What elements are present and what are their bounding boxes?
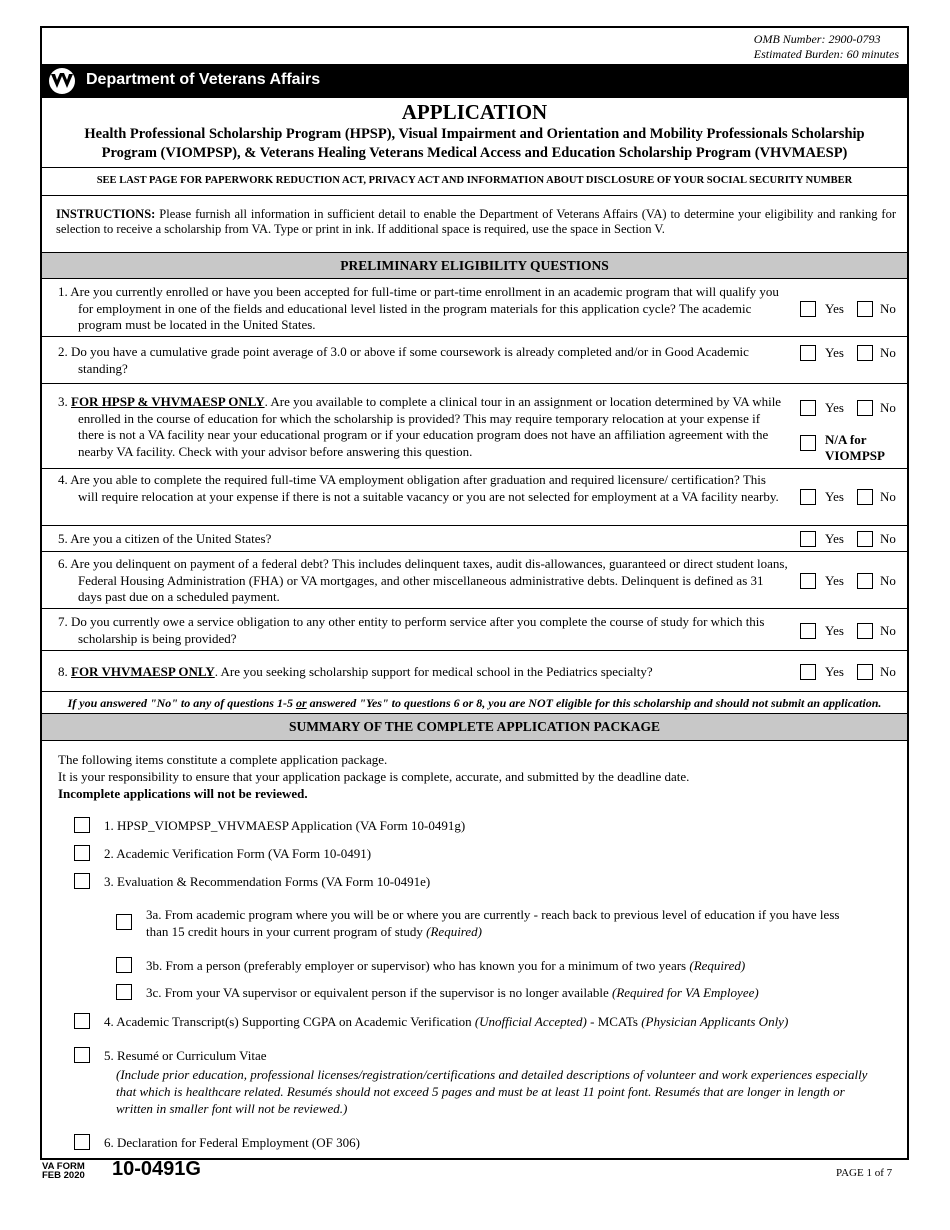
q4-yes-checkbox[interactable]: [800, 489, 816, 505]
form-label: VA FORM FEB 2020: [42, 1161, 85, 1181]
package-item-3: 3. Evaluation & Recommendation Forms (VA Form 10-0491e): [74, 873, 874, 893]
va-seal-icon: [46, 67, 78, 95]
omb-number: OMB Number: 2900-0793: [753, 32, 881, 46]
question-3: 3. FOR HPSP & VHVMAESP ONLY. Are you available to complete a clinical tour in an assignment or location determined by VA while enrolled in the course of education for which the scholarship is provided? This may require temporary relocation at your expense if there is not a VA facility near your educational program or if your education program does not have an affiliation agreement with the nearby VA facility. Check with your advisor before answering this question.: [58, 394, 782, 459]
item-4-checkbox[interactable]: [74, 1013, 90, 1029]
hpsp-vhvmaesp-only: FOR HPSP & VHVMAESP ONLY: [71, 394, 265, 409]
q3-yes-checkbox[interactable]: [800, 400, 816, 416]
q3-no-checkbox[interactable]: [857, 400, 873, 416]
divider: [42, 336, 907, 337]
q4-no-checkbox[interactable]: [857, 489, 873, 505]
package-item-6: 6. Declaration for Federal Employment (OF 306): [74, 1134, 874, 1154]
package-item-4: 4. Academic Transcript(s) Supporting CGPA on Academic Verification (Unofficial Accepted) - MCATs (Physician Applicants Only): [74, 1013, 894, 1033]
resume-note: (Include prior education, professional licenses/registration/certifications and detailed descriptions of volunteer and work experiences especially that which is healthcare related. Resumés should not exceed 5 pages and must be at least 11 point font. Resumés that are longer in length or written in smaller font will not be reviewed.): [116, 1067, 868, 1116]
question-7-answer: Yes No: [800, 622, 900, 640]
q2-no-checkbox[interactable]: [857, 345, 873, 361]
instructions-text: Please furnish all information in sufficient detail to enable the Department of Veterans Affairs (VA) to determine your eligibility and ranking for selection to receive a scholarship from VA. Type or print in ink. If additional space is required, use the space in Section V.: [56, 207, 896, 236]
item-3-checkbox[interactable]: [74, 873, 90, 889]
divider: [42, 608, 907, 609]
form-title: APPLICATION: [401, 100, 548, 124]
question-1-answer: Yes No: [800, 300, 900, 318]
subtitle-line-2: Program (VIOMPSP), & Veterans Healing Veterans Medical Access and Education Scholarship Program (VHVMAESP): [101, 145, 848, 161]
package-item-3b: 3b. From a person (preferably employer or supervisor) who has known you for a minimum of two years (Required): [116, 957, 876, 977]
divider: [42, 525, 907, 526]
q5-no-checkbox[interactable]: [857, 531, 873, 547]
question-5-answer: Yes No: [800, 530, 900, 548]
q3-na-checkbox[interactable]: [800, 435, 816, 451]
divider: [42, 691, 907, 692]
question-7: 7. Do you currently owe a service obligation to any other entity to perform service after you complete the course of study for which this scholarship is being provided?: [58, 614, 765, 646]
instructions-label: INSTRUCTIONS:: [56, 207, 156, 221]
question-3-answer: Yes No: [800, 399, 900, 417]
q1-yes-checkbox[interactable]: [800, 301, 816, 317]
disclosure-notice: SEE LAST PAGE FOR PAPERWORK REDUCTION ACT, PRIVACY ACT AND INFORMATION ABOUT DISCLOSURE OF YOUR SOCIAL SECURITY NUMBER: [96, 175, 853, 186]
omb-block: [754, 32, 899, 62]
divider: [42, 195, 907, 196]
package-item-3c: 3c. From your VA supervisor or equivalent person if the supervisor is no longer available (Required for VA Employee): [116, 984, 876, 1004]
question-4-answer: Yes No: [800, 488, 900, 506]
vhvmaesp-only: FOR VHVMAESP ONLY: [71, 664, 215, 679]
question-2: 2. Do you have a cumulative grade point average of 3.0 or above if some coursework is already completed and/or in Good Academic standing?: [58, 344, 749, 376]
divider: [42, 650, 907, 651]
q8-no-checkbox[interactable]: [857, 664, 873, 680]
form-number: 10-0491G: [112, 1158, 201, 1180]
question-6-answer: Yes No: [800, 572, 900, 590]
item-3a-checkbox[interactable]: [116, 914, 132, 930]
question-1: 1. Are you currently enrolled or have you been accepted for full-time or part-time enrollment in an academic program that will qualify you for employment in one of the fields and educational level listed in the program materials for this application cycle? The academic program must be located in the United States.: [58, 284, 779, 332]
q7-no-checkbox[interactable]: [857, 623, 873, 639]
question-8: 8. FOR VHVMAESP ONLY. Are you seeking scholarship support for medical school in the Pediatrics specialty?: [58, 664, 653, 679]
agency-name: Department of Veterans Affairs: [86, 71, 321, 88]
q6-no-checkbox[interactable]: [857, 573, 873, 589]
divider: [42, 551, 907, 552]
package-item-1: 1. HPSP_VIOMPSP_VHVMAESP Application (VA Form 10-0491g): [74, 817, 874, 837]
q7-yes-checkbox[interactable]: [800, 623, 816, 639]
package-item-2: 2. Academic Verification Form (VA Form 10-0491): [74, 845, 874, 865]
item-3c-checkbox[interactable]: [116, 984, 132, 1000]
q2-yes-checkbox[interactable]: [800, 345, 816, 361]
question-4: 4. Are you able to complete the required full-time VA employment obligation after graduation and required licensure/ certification? This will require relocation at your expense if there is not a suitable vacancy or you are not selected for employment at a VA facility nearby.: [58, 472, 779, 504]
package-item-3a: 3a. From academic program where you will be or where you are currently - reach back to previous level of education if you have less than 15 credit hours in your current program of study (Required): [116, 906, 876, 942]
item-5-checkbox[interactable]: [74, 1047, 90, 1063]
q1-no-checkbox[interactable]: [857, 301, 873, 317]
eligibility-warning: If you answered "No" to any of questions 1-5 or answered "Yes" to questions 6 or 8, you are NOT eligible for this scholarship and should not submit an application.: [67, 696, 882, 710]
divider: [42, 383, 907, 384]
question-8-answer: Yes No: [800, 663, 900, 681]
divider: [42, 468, 907, 469]
eligibility-heading: PRELIMINARY ELIGIBILITY QUESTIONS: [42, 252, 907, 279]
divider: [42, 167, 907, 168]
q6-yes-checkbox[interactable]: [800, 573, 816, 589]
summary-heading: SUMMARY OF THE COMPLETE APPLICATION PACKAGE: [42, 713, 907, 741]
item-3b-checkbox[interactable]: [116, 957, 132, 973]
question-5: 5. Are you a citizen of the United States?: [58, 531, 272, 546]
question-2-answer: Yes No: [800, 344, 900, 362]
form-page: OMB Number: 2900-0793 Estimated Burden: 60 minutes Department of Veterans Affairs APPLICATION Health Professional Scholarship Program (HPSP), Visual Impairment and Orientation and Mobility Professionals Scholarship Program (VIOMPSP), & Veterans Healing Veterans Medical Access and Education Scholarship Program (VHVMAESP) SEE LAST PAGE FOR PAPERWORK REDUCTION ACT, PRIVACY ACT AND INFORMATION ABOUT DISCLOSURE OF YOUR SOCIAL SECURITY NUMBER INSTRUCTIONS: Please furnish all information in sufficient detail to enable the Department of Veterans Affairs (VA) to determine your eligibility and ranking for selection to receive a scholarship from VA. Type or print in ink. If additional space is required, use the space in Section V. PRELIMINARY ELIGIBILITY QUESTIONS 1. Are you currently enrolled or have you been accepted for full-time or part-time enrollment in an academic program that will qualify you for employment in one of the fields and educational level listed in the program materials for this application cycle? The academic program must be located in the United States. Yes No 2. Do you have a cumulative grade point average of 3.0 or above if some coursework is already completed and/or in Good Academic standing? Yes No 3. FOR HPSP & VHVMAESP ONLY. Are you available to complete a clinical tour in an assignment or location determined by VA while enrolled in the course of education for which the scholarship is provided? This may require temporary relocation at your expense if there is not a VA facility near your educational program or if your education program does not have an affiliation agreement with the nearby VA facility. Check with your advisor before answering this question. Yes No N/A for VIOMPSP 4. Are you able to complete the required full-time VA employment obligation after graduation and required licensure/ certification? This will require relocation at your expense if there is not a suitable vacancy or you are not selected for employment at a VA facility nearby. Yes No 5. Are you a citizen of the United States? Yes No 6. Are you delinquent on payment of a federal debt? This includes delinquent taxes, audit dis-allowances, guaranteed or direct student loans, Federal Housing Administration (FHA) or VA mortgages, and other miscellaneous administrative debts. Delinquent is defined as 31 days past due on a scheduled payment. Yes No 7. Do you currently owe a service obligation to any other entity to perform service after you complete the course of study for which this scholarship is being provided? Yes No 8. FOR VHVMAESP ONLY. Are you seeking scholarship support for medical school in the Pediatrics specialty? Yes No If you answered "No" to any of questions 1-5 or answered "Yes" to questions 6 or 8, you are NOT eligible for this scholarship and should not submit an application. SUMMARY OF THE COMPLETE APPLICATION PACKAGE The following items constitute a complete application package. It is your responsibility to ensure that your application package is complete, accurate, and submitted by the deadline date. Incomplete applications will not be reviewed. 1. HPSP_VIOMPSP_VHVMAESP Application (VA Form 10-0491g) 2. Academic Verification Form (VA Form 10-0491) 3. Evaluation & Recommendation Forms (VA Form 10-0491e) 3a. From academic program where you will be or where you are currently - reach back to previous level of education if you have less than 15 credit hours in your current program of study (Required) 3b. From a person (preferably employer or supervisor) who has known you for a minimum of two years (Required) 3c. From your VA supervisor or equivalent person if the supervisor is no longer available (Required for VA Employee) 4. Academic Transcript(s) Supporting CGPA on Academic Verification (Unofficial Accepted) - MCATs (Physician Applicants Only) 5. Resumé or Curriculum Vitae (Include prior education, professional licenses/registration/certifications and detailed descriptions of volunteer and work experiences especially that which is healthcare related. Resumés should not exceed 5 pages and must be at least 11 point font. Resumés that are longer in length or written in smaller font will not be reviewed.) 6. Declaration for Federal Employment (OF 306): [40, 26, 909, 1160]
agency-banner: [42, 64, 907, 98]
package-item-5: 5. Resumé or Curriculum Vitae (Include prior education, professional licenses/registration/certifications and detailed descriptions of volunteer and work experiences especially that which is healthcare related. Resumés should not exceed 5 pages and must be at least 11 point font. Resumés that are longer in length or written in smaller font will not be reviewed.): [74, 1047, 894, 1119]
q5-yes-checkbox[interactable]: [800, 531, 816, 547]
q8-yes-checkbox[interactable]: [800, 664, 816, 680]
subtitle-line-1: Health Professional Scholarship Program (HPSP), Visual Impairment and Orientation and Mobility Professionals Scholarship: [84, 126, 865, 142]
item-6-checkbox[interactable]: [74, 1134, 90, 1150]
form-subtitle: [42, 125, 907, 163]
instructions: [56, 207, 896, 237]
item-2-checkbox[interactable]: [74, 845, 90, 861]
estimated-burden: Estimated Burden: 60 minutes: [753, 47, 899, 61]
question-6: 6. Are you delinquent on payment of a federal debt? This includes delinquent taxes, audit dis-allowances, guaranteed or direct student loans, Federal Housing Administration (FHA) or VA mortgages, and other miscellaneous administrative debts. Delinquent is defined as 31 days past due on a scheduled payment.: [58, 556, 788, 604]
summary-intro: The following items constitute a complete application package. It is your responsibility to ensure that your application package is complete, accurate, and submitted by the deadline date. Incomplete applications will not be reviewed.: [58, 752, 690, 801]
page-number: PAGE 1 of 7: [836, 1167, 893, 1179]
item-1-checkbox[interactable]: [74, 817, 90, 833]
